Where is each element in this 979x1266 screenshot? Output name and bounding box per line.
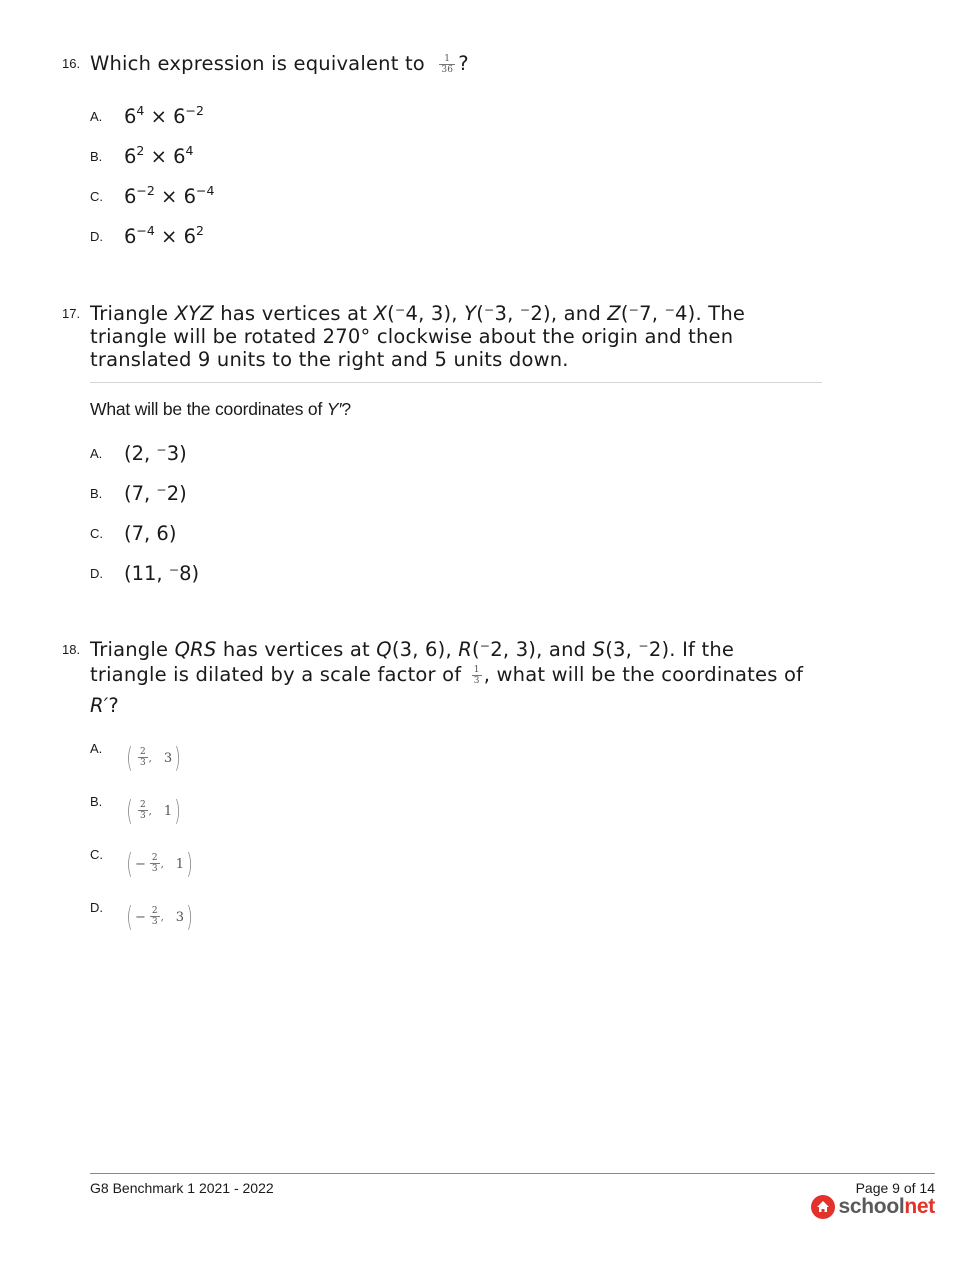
house-icon xyxy=(811,1195,835,1219)
fraction-one-thirty-sixth: $\frac{1}{36}$ xyxy=(441,53,454,75)
footer-divider xyxy=(90,1173,935,1174)
page-number: Page 9 of 14 xyxy=(855,1180,935,1196)
question-stem: What will be the coordinates of Y′? xyxy=(90,399,351,419)
footer-title: G8 Benchmark 1 2021 - 2022 xyxy=(90,1180,274,1196)
coordinate-pair: ( $\frac{2}{3}$ , 3 ) xyxy=(126,741,181,774)
question-text: Triangle XYZ has vertices at X(⁻4, 3), Y(⁻3, ⁻2), and Z(⁻7, ⁻4). The triangle will be rotated 270° clockwise about the origin and then translated 9 units to the right and 5 units down. xyxy=(90,302,746,371)
question-text: Which expression is equivalent to $\frac{1}{36}$ ? xyxy=(90,52,469,75)
coordinate-pair: ( − $\frac{2}{3}$ , 1 ) xyxy=(126,847,193,880)
question-text: Triangle QRS has vertices at Q(3, 6), R(⁻2, 3), and S(3, ⁻2). If the triangle is dilated by a scale factor of $\frac{1}{3}$ , what will be the coordinates of R′? xyxy=(90,638,804,717)
coordinate-pair: ( − $\frac{2}{3}$ , 3 ) xyxy=(126,900,193,933)
question-number: 16. xyxy=(62,56,81,71)
question-number: 18. xyxy=(62,642,81,657)
fraction-one-third: $\frac{1}{3}$ xyxy=(473,664,480,686)
divider xyxy=(90,382,822,383)
question-number: 17. xyxy=(62,306,81,321)
schoolnet-logo: schoolnet xyxy=(811,1195,936,1219)
coordinate-pair: ( $\frac{2}{3}$ , 1 ) xyxy=(126,794,181,827)
